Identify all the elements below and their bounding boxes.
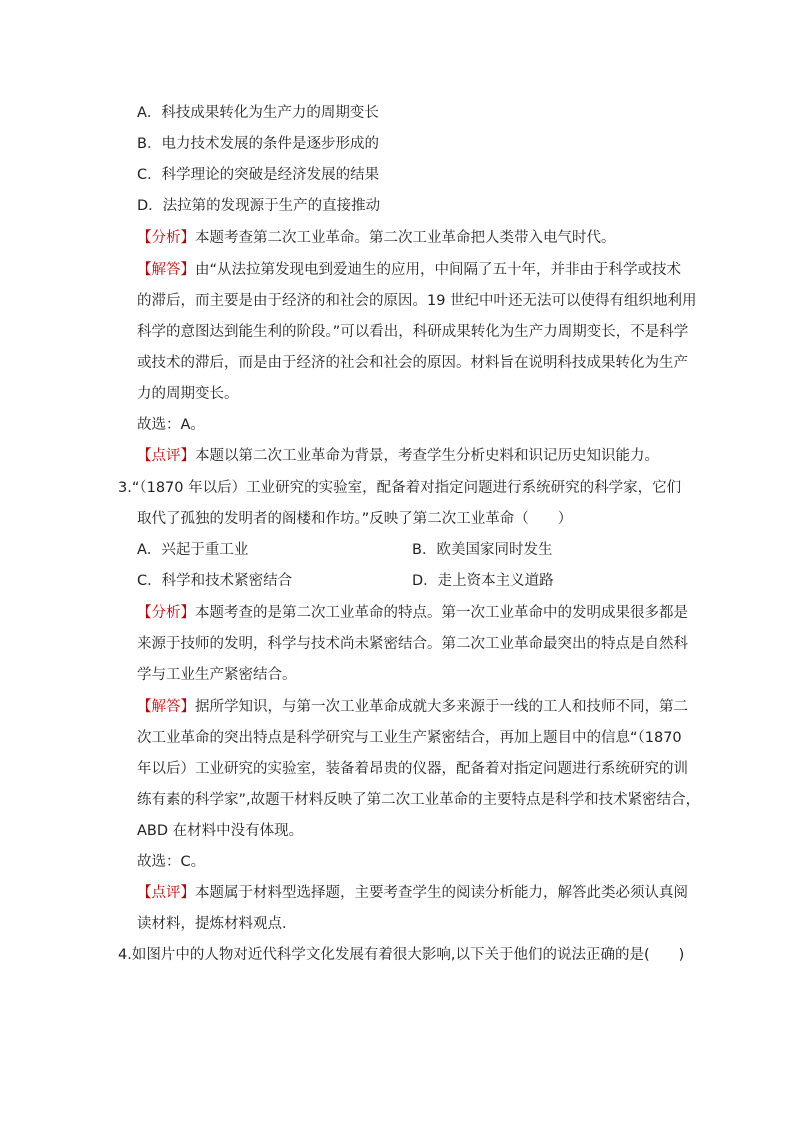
q2-option-b: B．电力技术发展的条件是逐步形成的: [137, 136, 379, 152]
answer-tag: 【解答】: [137, 262, 195, 278]
q3-answer-line-5: ABD 在材料中没有体现。: [137, 823, 304, 839]
q2-choice: 故选：A。: [137, 417, 205, 433]
q3-option-d: D．走上资本主义道路: [412, 573, 554, 589]
analysis-tag: 【分析】: [137, 230, 195, 246]
q3-option-b: B．欧美国家同时发生: [412, 542, 553, 558]
q2-comment: [137, 446, 659, 466]
comment-tag: 【点评】: [137, 448, 195, 464]
q2-answer-line-3: 科学的意图达到能生利的阶段。”可以看出，科研成果转化为生产力周期变长，不是科学: [137, 324, 689, 340]
q3-analysis-line-2: 来源于技师的发明，科学与技术尚未紧密结合。第二次工业革命最突出的特点是自然科: [137, 636, 688, 652]
q3-answer-line-3: 年以后）工业研究的实验室，装备着昂贵的仪器，配备着对指定问题进行系统研究的训: [137, 761, 688, 777]
q2-option-d: D．法拉第的发现源于生产的直接推动: [137, 198, 381, 214]
comment-tag: 【点评】: [137, 885, 195, 901]
analysis-tag: 【分析】: [137, 605, 195, 621]
q3-analysis-line-1: [137, 603, 688, 623]
q2-answer-line-5: 力的周期变长。: [137, 386, 239, 402]
q3-comment-line-2: 读材料，提炼材料观点.: [137, 916, 287, 932]
q4-stem: 4.如图片中的人物对近代科学文化发展有着很大影响,以下关于他们的说法正确的是( ): [118, 947, 685, 963]
q2-answer-line-4: 或技术的滞后，而是由于经济的社会和社会的原因。材料旨在说明科技成果转化为生产: [137, 355, 688, 371]
q3-analysis-line-3: 学与工业生产紧密结合。: [137, 667, 297, 683]
comment-text: 本题以第二次工业革命为背景，考查学生分析史料和识记历史知识能力。: [195, 448, 659, 464]
answer-tag: 【解答】: [137, 699, 195, 715]
q3-option-c: C．科学和技术紧密结合: [137, 573, 293, 589]
q3-answer-line-1: [137, 697, 688, 717]
q2-analysis: [137, 228, 616, 248]
q3-answer-line-2: 次工业革命的突出特点是科学研究与工业生产紧密结合，再加上题目中的信息“（1870: [137, 730, 682, 746]
q3-option-a: A．兴起于重工业: [137, 542, 249, 558]
q2-answer-line-2: 的滞后，而主要是由于经济的和社会的原因。19 世纪中叶还无法可以使得有组织地利用: [137, 293, 697, 309]
answer-text: 据所学知识，与第一次工业革命成就大多来源于一线的工人和技师不同，第二: [195, 699, 688, 715]
q3-stem-line-2: 取代了孤独的发明者的阁楼和作坊。”反映了第二次工业革命（ ）: [137, 511, 573, 527]
q2-answer-line-1: [137, 260, 681, 280]
analysis-text: 本题考查第二次工业革命。第二次工业革命把人类带入电气时代。: [195, 230, 616, 246]
q3-comment-line-1: [137, 883, 688, 903]
q2-option-a: A．科技成果转化为生产力的周期变长: [137, 105, 379, 121]
analysis-text: 本题考查的是第二次工业革命的特点。第一次工业革命中的发明成果很多都是: [195, 605, 688, 621]
q3-choice: 故选：C。: [137, 854, 206, 870]
q3-stem-line-1: 3.“（1870 年以后）工业研究的实验室，配备着对指定问题进行系统研究的科学家，它们: [118, 480, 682, 496]
q2-option-c: C．科学理论的突破是经济发展的结果: [137, 167, 380, 183]
q3-answer-line-4: 练有素的科学家”,故题干材料反映了第二次工业革命的主要特点是科学和技术紧密结合，: [137, 792, 701, 808]
comment-text: 本题属于材料型选择题，主要考查学生的阅读分析能力，解答此类必须认真阅: [195, 885, 688, 901]
answer-text: 由“从法拉第发现电到爱迪生的应用，中间隔了五十年，并非由于科学或技术: [195, 262, 682, 278]
